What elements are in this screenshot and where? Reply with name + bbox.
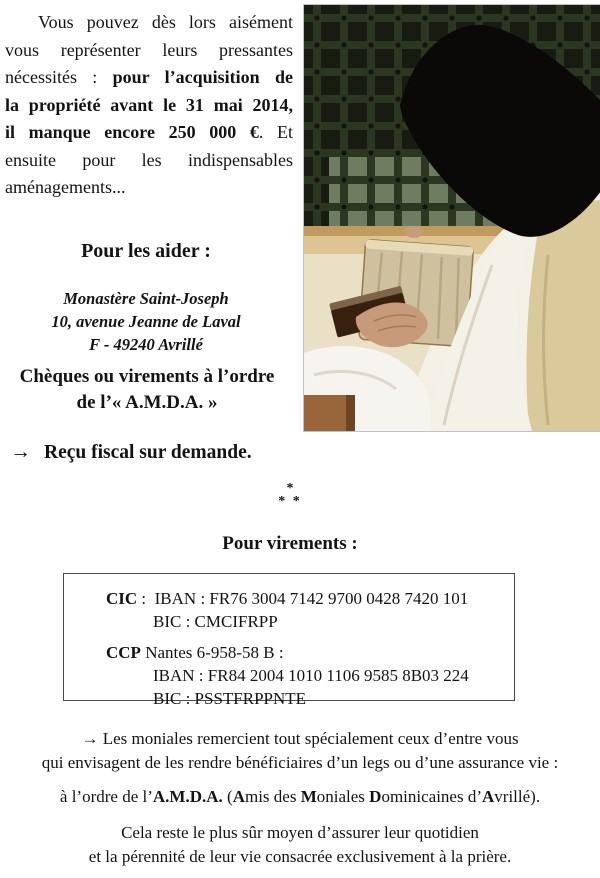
intro-text: nécessités : [5, 67, 113, 87]
asterisk-separator [0, 482, 580, 508]
ccp-iban-row [106, 664, 514, 687]
receipt-text: Reçu fiscal sur demande. [44, 442, 252, 463]
cic-label: CIC [106, 589, 138, 608]
cic-iban-row [106, 587, 514, 610]
arrow-icon: → [81, 729, 99, 748]
monastery-photo-illustration [304, 5, 600, 431]
intro-line-3 [5, 64, 293, 92]
bank-details-box [63, 573, 515, 708]
closing-paragraph [0, 821, 600, 869]
separator-star-top: * [286, 481, 294, 496]
separator-stars-bottom: * * [278, 494, 302, 509]
intro-line-7 [5, 174, 293, 202]
intro-text: Vous pouvez dès lors aisément [38, 12, 293, 32]
ccp-account: Nantes 6-958-58 B : [140, 643, 284, 662]
intro-text: ensuite pour les indispensables [5, 149, 293, 170]
order-text: ( [222, 787, 233, 806]
thumb-on-ledge [405, 226, 423, 238]
intro-line-6 [5, 147, 293, 175]
intro-line-1 [5, 9, 293, 37]
transfers-heading: Pour virements : [222, 533, 358, 554]
ccp-iban: IBAN : FR84 2004 1010 1106 9585 8B03 224 [153, 666, 469, 685]
initial-bold: D [369, 787, 382, 806]
intro-text-bold: pour l’acquisition de [112, 67, 293, 87]
cheques-line-1: Chèques ou virements à l’ordre [19, 366, 275, 387]
intro-text-bold: la propriété avant le 31 mai 2014, [5, 94, 293, 115]
address-line-3: F - 49240 Avrillé [89, 335, 203, 354]
ccp-bic: BIC : PSSTFRPPNTE [153, 689, 307, 708]
tax-receipt-note [10, 439, 252, 464]
bench-wood-edge [346, 395, 355, 431]
intro-line-5 [5, 119, 293, 147]
ccp-account-row [106, 641, 514, 664]
intro-text: vous représenter leurs pressantes [5, 39, 293, 60]
cheques-line-2: de l’« A.M.D.A. » [76, 392, 218, 413]
intro-paragraph [5, 9, 293, 202]
cic-iban: : IBAN : FR76 3004 7142 9700 0428 7420 101 [137, 589, 469, 608]
help-heading: Pour les aider : [81, 240, 211, 262]
arrow-icon: → [10, 439, 31, 463]
intro-text-bold: il manque encore 250 000 € [5, 122, 259, 142]
legacy-line-2: qui envisagent de les rendre bénéficiaires d’un legs ou d’une assurance vie : [41, 752, 559, 772]
intro-line-4 [5, 92, 293, 120]
photo-moniale [303, 4, 600, 432]
ccp-label: CCP [106, 643, 141, 662]
initial-bold: M [300, 787, 317, 806]
bank-row-gap [106, 633, 514, 641]
address-line-1: Monastère Saint-Joseph [63, 289, 229, 308]
closing-line-1: Cela reste le plus sûr moyen d’assurer leur quotidien [121, 823, 479, 842]
cic-bic: BIC : CMCIFRPP [153, 612, 278, 631]
amda-order-line [0, 787, 600, 807]
initial-bold: A [482, 787, 495, 806]
monastery-address [0, 287, 292, 356]
intro-text: . Et [258, 122, 293, 142]
address-line-2: 10, avenue Jeanne de Laval [51, 312, 241, 331]
initial-bold: A [232, 787, 245, 806]
closing-line-2: et la pérennité de leur vie consacrée exclusivement à la prière. [88, 847, 512, 866]
order-text: ominicaines d’ [381, 787, 483, 806]
legacy-line-1 [0, 727, 600, 751]
intro-text: aménagements... [5, 177, 126, 197]
order-text: vrillé). [494, 787, 541, 806]
order-text: à l’ordre de l’ [59, 787, 153, 806]
amda-acronym: A.M.D.A. [152, 787, 223, 806]
cic-bic-row [106, 610, 514, 633]
order-text: mis des [244, 787, 301, 806]
legacy-text: Les moniales remercient tout spécialement ceux d’entre vous [98, 729, 519, 748]
order-text: oniales [316, 787, 370, 806]
legacy-paragraph [0, 727, 600, 774]
ccp-bic-row [106, 687, 514, 710]
intro-line-2 [5, 37, 293, 65]
cheques-instruction [0, 364, 294, 416]
